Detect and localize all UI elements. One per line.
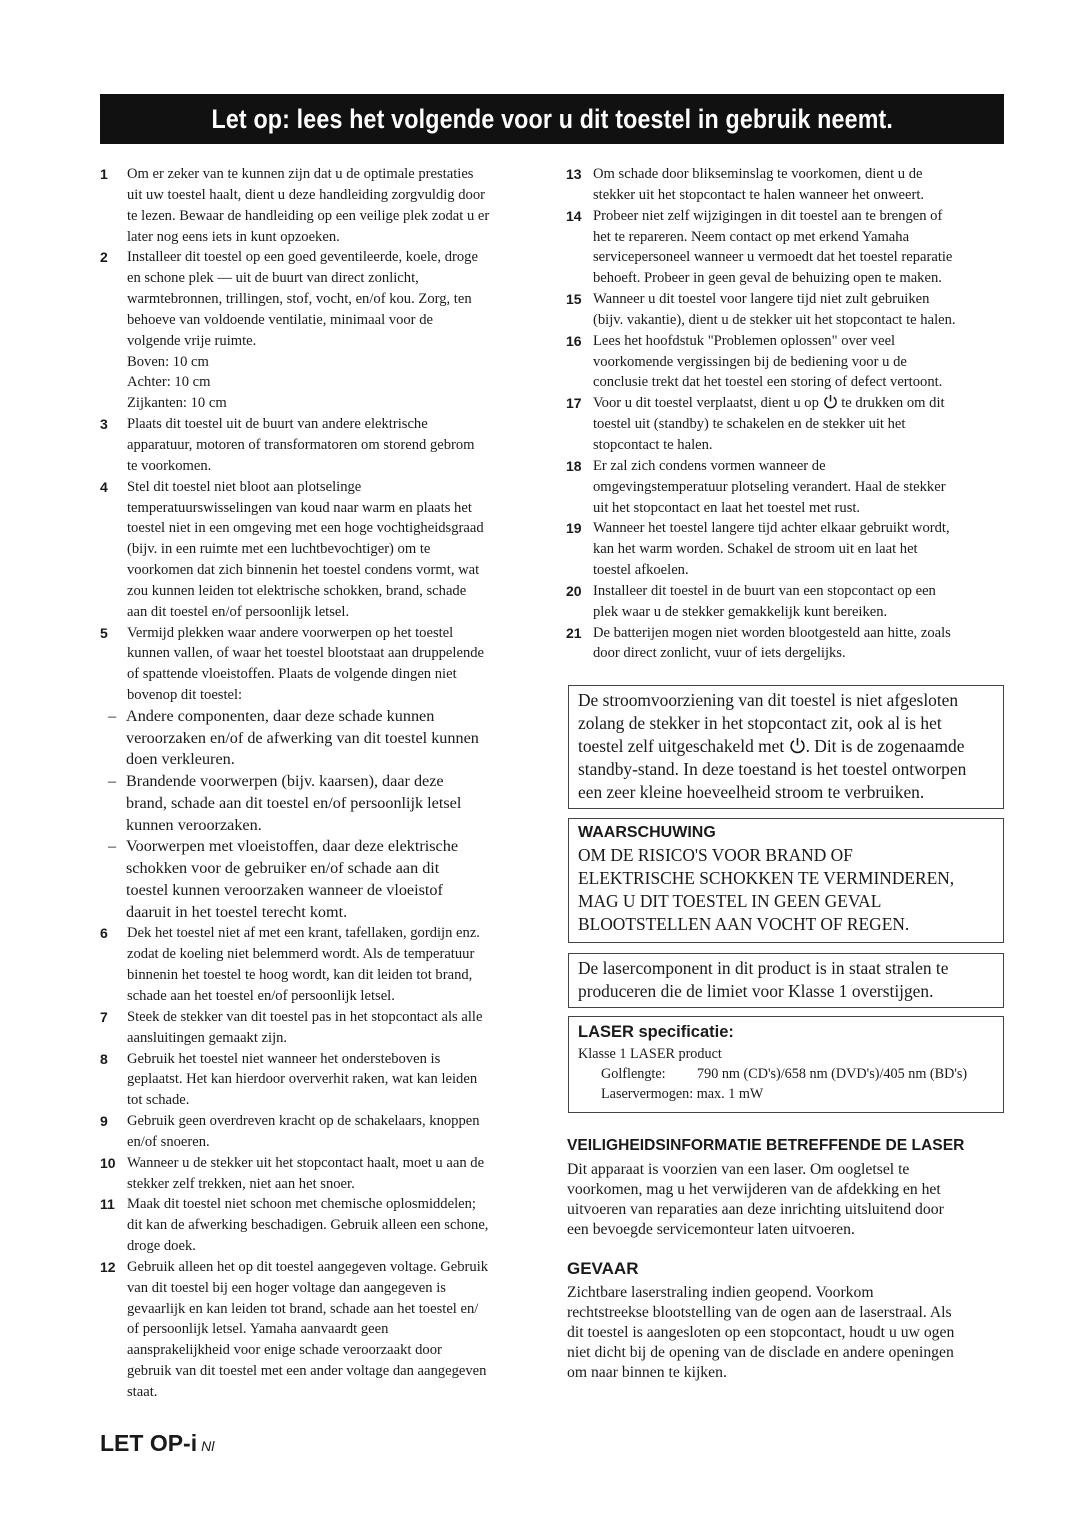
list-item: 12 Gebruik alleen het op dit toestel aangegeven voltage. Gebruik van dit toestel bij een hoger voltage dan aangegeven is gevaarlijk en kan leiden tot brand, schade aan het toestel en/ of persoonlijk letsel. Yamaha aanvaardt geen aansprakelijkheid voor enige schade veroorzaakt door gebruik van dit toestel met een ander voltage dan aangegeven staat.	[100, 1258, 489, 1400]
list-item: 5 Vermijd plekken waar andere voorwerpen op het toestel kunnen vallen, of waar het toestel blootstaat aan druppelende of spattende vloeistoffen. Plaats de volgende dingen niet bovenop dit toestel:	[100, 624, 485, 704]
safety-heading: VEILIGHEIDSINFORMATIE BETREFFENDE DE LASER	[567, 1137, 965, 1154]
list-item: 18 Er zal zich condens vormen wanneer de omgevingstemperatuur plotseling verandert. Haal de stekker uit het stopcontact en laat het toestel met rust.	[566, 457, 946, 516]
standby-notice-box: De stroomvoorziening van dit toestel is niet afgesloten zolang de stekker in het stopcontact zit, ook al is het toestel zelf uitgeschakeld met . Dit is de zogenaamde standby-stand. In deze toestand is het toestel ontworpen een zeer kleine hoeveelheid stroom te verbruiken.	[568, 685, 1004, 809]
list-item: 16 Lees het hoofdstuk "Problemen oplossen" over veel voorkomende vergissingen bij de bediening voor u de conclusie trekt dat het toestel een storing of defect vertoont.	[566, 332, 943, 391]
list-item: 4 Stel dit toestel niet bloot aan plotselinge temperatuurswisselingen van koud naar warm en plaats het toestel niet in een omgeving met een hoge vochtigheidsgraad (bijv. in een ruimte met een luchtbevochtiger) om te voorkomen dat zich binnenin het toestel condens vormt, wat zou kunnen leiden tot elektrische schokken, brand, schade aan dit toestel en/of persoonlijk letsel.	[100, 478, 484, 620]
sub-list-item: – Voorwerpen met vloeistoffen, daar deze elektrische schokken voor de gebruiker en/of schade aan dit toestel kunnen veroorzaken wanneer de vloeistof daaruit in het toestel terecht komt.	[108, 837, 459, 921]
list-item: 10 Wanneer u de stekker uit het stopcontact haalt, moet u aan de stekker zelf trekken, niet aan het snoer.	[100, 1154, 485, 1192]
list-item: 11 Maak dit toestel niet schoon met chemische oplosmiddelen; dit kan de afwerking beschadigen. Gebruik alleen een schone, droge doek.	[100, 1196, 489, 1255]
warning-box: WAARSCHUWING OM DE RISICO'S VOOR BRAND OF ELEKTRISCHE SCHOKKEN TE VERMINDEREN, MAG U DIT TOESTEL IN GEEN GEVAL BLOOTSTELLEN AAN VOCHT OF REGEN.	[568, 818, 1004, 943]
danger-heading: GEVAAR	[567, 1259, 639, 1278]
list-item: 14 Probeer niet zelf wijzigingen in dit toestel aan te brengen of het te repareren. Neem contact op met erkend Yamaha servicepersoneel wanneer u vermoedt dat het toestel reparatie behoeft. Probeer in geen geval de behuizing open te maken.	[566, 207, 953, 287]
list-item: 20 Installeer dit toestel in de buurt van een stopcontact op een plek waar u de stekker gemakkelijk kunt bereiken.	[566, 582, 936, 620]
list-item: 3 Plaats dit toestel uit de buurt van andere elektrische apparatuur, motoren of transformatoren om storend gebrom te voorkomen.	[100, 416, 475, 474]
list-item: 15 Wanneer u dit toestel voor langere tijd niet zult gebruiken (bijv. vakantie), dient u de stekker uit het stopcontact te halen.	[566, 291, 956, 328]
safety-paragraph: Dit apparaat is voorzien van een laser. Om oogletsel te voorkomen, mag u het verwijderen van de afdekking en het uitvoeren van reparaties aan deze inrichting uitsluitend door een bevoegde servicemonteur laten uitvoeren.	[567, 1161, 944, 1238]
list-item: 1 Om er zeker van te kunnen zijn dat u de optimale prestaties uit uw toestel haalt, dient u deze handleiding zorgvuldig door te lezen. Bewaar de handleiding op een veilige plek zodat u er later nog eens iets in kunt opzoeken.	[100, 166, 490, 245]
sub-list-item: – Brandende voorwerpen (bijv. kaarsen), daar deze brand, schade aan dit toestel en/of persoonlijk letsel kunnen veroorzaken.	[108, 772, 462, 834]
page-footer	[100, 1430, 214, 1457]
page-banner-title: Let op: lees het volgende voor u dit toestel in gebruik neemt.	[100, 94, 1004, 144]
sub-list-item: – Andere componenten, daar deze schade kunnen veroorzaken en/of de afwerking van dit toestel kunnen doen verkleuren.	[108, 706, 479, 769]
list-item: 13 Om schade door blikseminslag te voorkomen, dient u de stekker uit het stopcontact te halen wanneer het onweert.	[566, 166, 925, 203]
laser-notice-box: De lasercomponent in dit product is in staat stralen te produceren die de limiet voor Klasse 1 overstijgen.	[568, 953, 1004, 1008]
list-item: 19 Wanneer het toestel langere tijd achter elkaar gebruikt wordt, kan het warm worden. Schakel de stroom uit en laat het toestel afkoelen.	[566, 520, 950, 579]
language-code: Nl	[201, 1438, 215, 1454]
right-column	[566, 164, 1004, 664]
list-item: 2 Installeer dit toestel op een goed geventileerde, koele, droge en schone plek — uit de buurt van direct zonlicht, warmtebronnen, trillingen, stof, vocht, en/of kou. Zorg, ten behoeve van voldoende ventilatie, minimaal voor de volgende vrije ruimte. Boven: 10 cm Achter: 10 cm Zijkanten: 10 cm	[100, 249, 478, 412]
page-number: LET OP-i	[100, 1430, 198, 1456]
list-item: 7 Steek de stekker van dit toestel pas in het stopcontact als alle aansluitingen gemaakt zijn.	[100, 1008, 483, 1046]
warning-title: WAARSCHUWING	[578, 824, 716, 841]
laser-spec-title: LASER specificatie:	[578, 1023, 734, 1041]
list-item: 9 Gebruik geen overdreven kracht op de schakelaars, knoppen en/of snoeren.	[100, 1113, 480, 1150]
power-icon	[789, 737, 806, 754]
list-item: 17 Voor u dit toestel verplaatst, dient u op te drukken om dit toestel uit (standby) te schakelen en de stekker uit het stopcontact te halen.	[566, 395, 945, 453]
laser-spec-box: LASER specificatie: Klasse 1 LASER product Golflengte: 790 nm (CD's)/658 nm (DVD's)/405 nm (BD's) Laservermogen: max. 1 mW	[568, 1016, 1004, 1113]
danger-paragraph: Zichtbare laserstraling indien geopend. Voorkom rechtstreekse blootstelling van de ogen aan de laserstraal. Als dit toestel is aangesloten op een stopcontact, houdt u uw ogen niet dicht bij de opening van de disclade en andere openingen om naar binnen te kijken.	[567, 1284, 955, 1381]
list-item: 21 De batterijen mogen niet worden blootgesteld aan hitte, zoals door direct zonlicht, vuur of iets dergelijks.	[566, 624, 951, 662]
list-item: 6 Dek het toestel niet af met een krant, tafellaken, gordijn enz. zodat de koeling niet belemmerd wordt. Als de temperatuur binnenin het toestel te hoog wordt, kan dit leiden tot brand, schade aan het toestel en/of persoonlijk letsel.	[100, 925, 480, 1004]
list-item: 8 Gebruik het toestel niet wanneer het ondersteboven is geplaatst. Het kan hierdoor oververhit raken, wat kan leiden tot schade.	[100, 1050, 478, 1109]
power-icon	[823, 394, 838, 409]
left-column	[100, 164, 536, 1403]
